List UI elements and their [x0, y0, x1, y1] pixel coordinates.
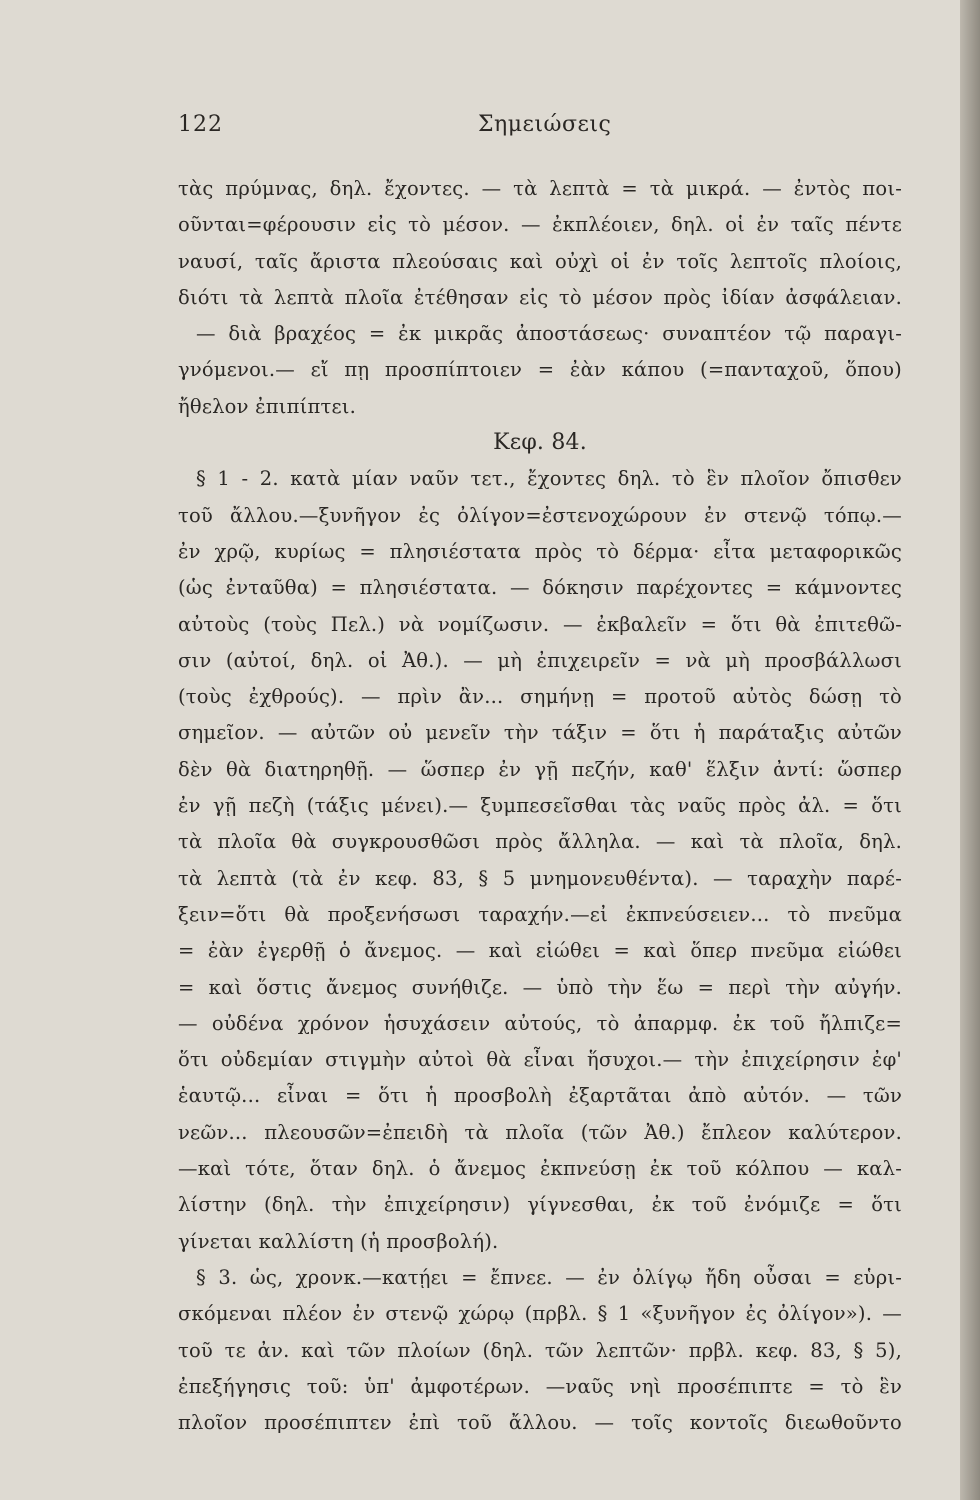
text-line: αὐτοὺς (τοὺς Πελ.) νὰ νομίζωσιν. — ἐκβαλεῖν = ὅτι θὰ ἐπιτεθῶ-: [178, 612, 902, 636]
text-line: § 3. ὡς, χρονκ.—κατῄει = ἔπνεε. — ἐν ὀλίγῳ ἤδη οὖσαι = εὑρι-: [196, 1265, 902, 1289]
text-line: τὰς πρύμνας, δηλ. ἔχοντες. — τὰ λεπτὰ = τὰ μικρά. — ἐντὸς ποι-: [178, 177, 902, 200]
page-header: [178, 112, 898, 152]
text-line: τοῦ ἄλλου.—ξυνῆγον ἐς ὀλίγον=ἐστενοχώρουν ἐν στενῷ τόπῳ.—: [178, 503, 902, 527]
text-line: —καὶ τότε, ὅταν δηλ. ὁ ἄνεμος ἐκπνεύσῃ ἐκ τοῦ κόλπου — καλ-: [178, 1157, 902, 1181]
text-line: § 1 - 2. κατὰ μίαν ναῦν τετ., ἔχοντες δηλ. τὸ ἓν πλοῖον ὄπισθεν: [196, 467, 902, 491]
text-line: ἤθελον ἐπιπίπτει.: [178, 394, 357, 418]
text-line: = ἐὰν ἐγερθῇ ὁ ἄνεμος. — καὶ εἰώθει = καὶ ὅπερ πνεῦμα εἰώθει: [178, 939, 902, 963]
text-line: πλοῖον προσέπιπτεν ἐπὶ τοῦ ἄλλου. — τοῖς κοντοῖς διεωθοῦντο: [178, 1411, 902, 1435]
text-line: — οὐδένα χρόνον ἡσυχάσειν αὐτούς, τὸ ἀπαρμφ. ἐκ τοῦ ἤλπιζε=: [178, 1011, 902, 1035]
text-line: σκόμεναι πλέον ἐν στενῷ χώρῳ (πρβλ. § 1 «ξυνῆγον ἐς ὀλίγον»). —: [178, 1302, 902, 1326]
text-line: ἐπεξήγησις τοῦ: ὑπ' ἀμφοτέρων. —ναῦς νηὶ προσέπιπτε = τὸ ἓν: [178, 1374, 902, 1398]
text-line: τὰ πλοῖα θὰ συγκρουσθῶσι πρὸς ἄλληλα. — καὶ τὰ πλοῖα, δηλ.: [178, 830, 902, 854]
text-line: (τοὺς ἐχθρούς). — πρὶν ἂν... σημήνῃ = προτοῦ αὐτὸς δώσῃ τὸ: [178, 685, 902, 709]
text-line: λίστην (δηλ. τὴν ἐπιχείρησιν) γίγνεσθαι, ἐκ τοῦ ἐνόμιζε = ὅτι: [178, 1193, 902, 1217]
text-line: (ὡς ἐνταῦθα) = πλησιέστατα. — δόκησιν παρέχοντες = κάμνοντες: [178, 576, 902, 600]
page-number: 122: [178, 112, 223, 137]
page-edge: [960, 0, 980, 1500]
text-line: νεῶν... πλεουσῶν=ἐπειδὴ τὰ πλοῖα (τῶν Ἀθ.) ἔπλεον καλύτερον.: [178, 1120, 902, 1144]
chapter-heading: Κεφ. 84.: [493, 430, 587, 456]
text-line: ναυσί, ταῖς ἄριστα πλεούσαις καὶ οὐχὶ οἱ ἐν τοῖς λεπτοῖς πλοίοις,: [178, 249, 902, 273]
notes-text: [178, 171, 902, 1441]
text-line: ξειν=ὅτι θὰ προξενήσωσι ταραχήν.—εἰ ἐκπνεύσειεν... τὸ πνεῦμα: [178, 902, 902, 926]
text-line: δὲν θὰ διατηρηθῇ. — ὥσπερ ἐν γῇ πεζήν, καθ' ἕλξιν ἀντί: ὥσπερ: [178, 757, 902, 781]
text-line: γνόμενοι.— εἴ πῃ προσπίπτοιεν = ἐὰν κάπου (=πανταχοῦ, ὅπου): [178, 358, 902, 382]
text-line: — διὰ βραχέος = ἐκ μικρᾶς ἀποστάσεως· συναπτέον τῷ παραγι-: [196, 322, 902, 346]
text-line: ὅτι οὐδεμίαν στιγμὴν αὐτοὶ θὰ εἶναι ἥσυχοι.— τὴν ἐπιχείρησιν ἐφ': [178, 1048, 902, 1072]
running-title: Σημειώσεις: [478, 112, 612, 137]
text-line: τὰ λεπτὰ (τὰ ἐν κεφ. 83, § 5 μνημονευθέντα). — ταραχὴν παρέ-: [178, 866, 902, 890]
text-line: γίνεται καλλίστη (ἡ προσβολή).: [178, 1229, 499, 1253]
text-line: τοῦ τε ἀν. καὶ τῶν πλοίων (δηλ. τῶν λεπτῶν· πρβλ. κεφ. 83, § 5),: [178, 1338, 902, 1362]
text-line: σιν (αὐτοί, δηλ. οἱ Ἀθ.). — μὴ ἐπιχειρεῖν = νὰ μὴ προσβάλλωσι: [178, 648, 902, 672]
text-line: ἐν χρῷ, κυρίως = πλησιέστατα πρὸς τὸ δέρμα· εἶτα μεταφορικῶς: [178, 539, 902, 563]
text-line: ἐν γῇ πεζὴ (τάξις μένει).— ξυμπεσεῖσθαι τὰς ναῦς πρὸς ἀλ. = ὅτι: [178, 794, 902, 818]
text-line: = καὶ ὅστις ἄνεμος συνήθιζε. — ὑπὸ τὴν ἕω = περὶ τὴν αὐγήν.: [178, 975, 902, 999]
text-line: σημεῖον. — αὐτῶν οὐ μενεῖν τὴν τάξιν = ὅτι ἡ παράταξις αὐτῶν: [178, 721, 902, 745]
text-line: ἑαυτῷ... εἶναι = ὅτι ἡ προσβολὴ ἐξαρτᾶται ἀπὸ αὐτόν. — τῶν: [178, 1084, 902, 1108]
text-line: διότι τὰ λεπτὰ πλοῖα ἐτέθησαν εἰς τὸ μέσον πρὸς ἰδίαν ἀσφάλειαν.: [178, 285, 902, 309]
text-line: οῦνται=φέρουσιν εἰς τὸ μέσον. — ἐκπλέοιεν, δηλ. οἱ ἐν ταῖς πέντε: [178, 213, 902, 237]
